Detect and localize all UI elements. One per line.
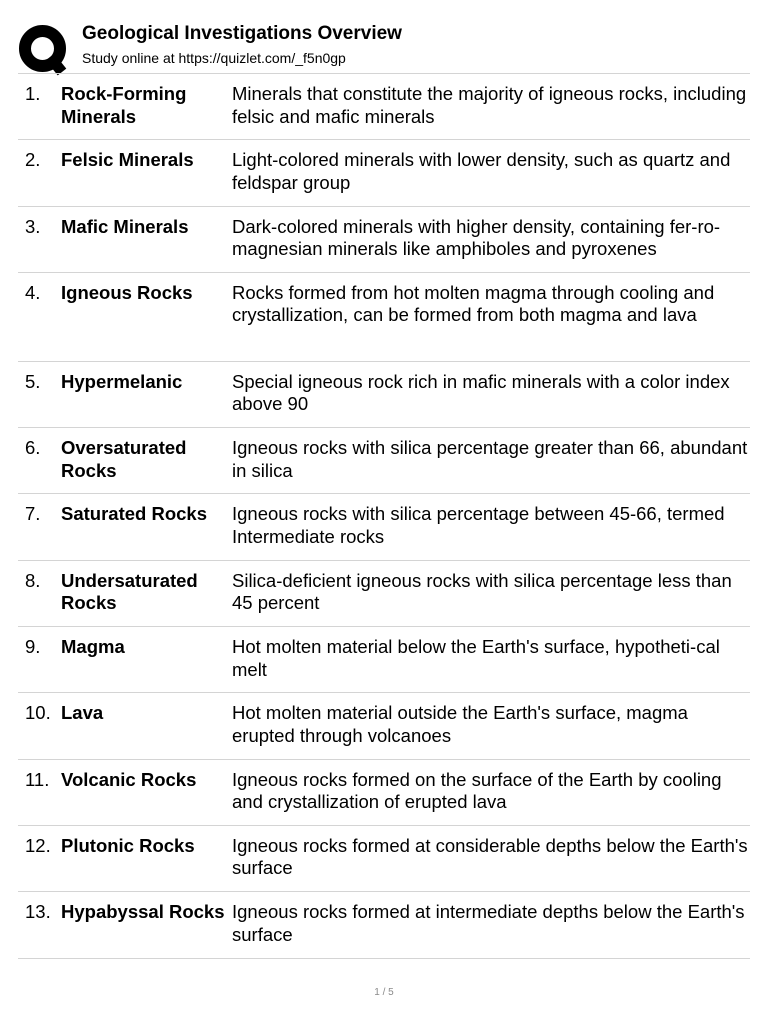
item-term: Oversaturated Rocks — [61, 437, 187, 481]
list-item — [18, 74, 750, 140]
list-item — [18, 207, 750, 273]
item-number: 1. — [25, 83, 41, 104]
item-number: 7. — [25, 503, 41, 525]
list-item — [18, 494, 750, 560]
item-definition: Dark-colored minerals with higher density, containing fer-ro-magnesian minerals like amphiboles and pyroxenes — [232, 215, 721, 260]
item-term: Plutonic Rocks — [61, 834, 195, 856]
page-indicator: 1 / 5 — [374, 987, 394, 998]
item-number: 13. — [25, 901, 51, 923]
item-definition: Igneous rocks formed at intermediate depths below the Earth's surface — [232, 901, 745, 945]
list-item — [18, 273, 750, 362]
item-term: Volcanic Rocks — [61, 768, 197, 790]
item-definition: Igneous rocks with silica percentage greater than 66, abundant in silica — [232, 437, 748, 481]
list-item — [18, 428, 750, 494]
item-definition: Light-colored minerals with lower density, such as quartz and feldspar group — [232, 149, 731, 193]
header-text — [82, 22, 402, 68]
item-number: 4. — [25, 281, 41, 303]
item-number: 11. — [25, 768, 50, 790]
list-item — [18, 362, 750, 428]
item-term: Lava — [61, 702, 104, 724]
document-subtitle: Study online at https://quizlet.com/_f5n0gp — [82, 50, 346, 66]
list-item — [18, 760, 750, 826]
item-number: 6. — [25, 437, 41, 459]
item-definition: Silica-deficient igneous rocks with silica percentage less than 45 percent — [232, 569, 732, 614]
item-term: Felsic Minerals — [61, 149, 194, 171]
item-term: Saturated Rocks — [61, 503, 207, 525]
item-term: Undersaturated Rocks — [61, 569, 198, 614]
item-definition: Rocks formed from hot molten magma through cooling and crystallization, can be formed from both magma and lava — [232, 281, 715, 326]
item-term: Hypabyssal Rocks — [61, 901, 225, 923]
item-number: 3. — [25, 215, 41, 237]
list-item — [18, 892, 750, 958]
item-definition: Igneous rocks formed at considerable depths below the Earth's surface — [232, 834, 748, 879]
document-header — [18, 18, 750, 74]
item-definition: Special igneous rock rich in mafic minerals with a color index above 90 — [232, 370, 730, 415]
item-term: Mafic Minerals — [61, 215, 189, 237]
list-item — [18, 140, 750, 206]
list-item — [18, 693, 750, 759]
item-definition: Igneous rocks with silica percentage between 45-66, termed Intermediate rocks — [232, 503, 725, 547]
item-term: Rock-Forming Minerals — [61, 83, 187, 127]
item-term: Igneous Rocks — [61, 281, 193, 303]
term-list — [18, 74, 750, 959]
item-term: Magma — [61, 636, 125, 658]
item-number: 10. — [25, 702, 51, 724]
item-definition: Igneous rocks formed on the surface of the Earth by cooling and crystallization of erupted lava — [232, 768, 722, 813]
item-number: 8. — [25, 569, 41, 591]
list-item — [18, 826, 750, 892]
item-definition: Hot molten material outside the Earth's surface, magma erupted through volcanoes — [232, 702, 688, 746]
item-definition: Minerals that constitute the majority of igneous rocks, including felsic and mafic minerals — [232, 83, 747, 127]
quizlet-q-logo-icon — [18, 24, 70, 76]
list-item — [18, 561, 750, 627]
item-number: 2. — [25, 149, 41, 171]
item-term: Hypermelanic — [61, 370, 183, 392]
item-number: 9. — [25, 636, 41, 658]
document-title: Geological Investigations Overview — [82, 23, 402, 44]
item-number: 12. — [25, 834, 51, 856]
item-number: 5. — [25, 370, 41, 392]
list-item — [18, 627, 750, 693]
item-definition: Hot molten material below the Earth's surface, hypotheti-cal melt — [232, 636, 720, 680]
